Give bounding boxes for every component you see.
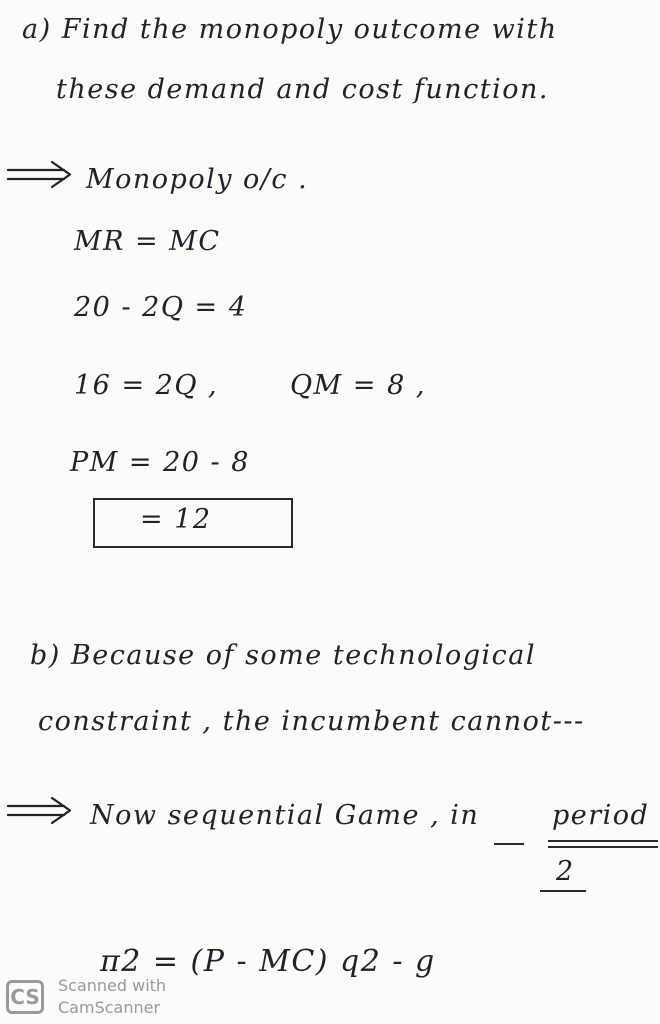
implies-arrow-icon <box>6 796 76 826</box>
boxed-result: = 12 <box>140 504 212 535</box>
equation-qm: QM = 8 , <box>290 370 426 401</box>
question-a-line1: a) Find the monopoly outcome with <box>22 14 558 45</box>
monopoly-heading: Monopoly o/c . <box>86 164 309 195</box>
equation-mr-mc: MR = MC <box>74 226 221 257</box>
question-a-line2: these demand and cost function. <box>56 74 549 105</box>
answer-b-line2: constraint , the incumbent cannot--- <box>38 706 585 737</box>
watermark-line2: CamScanner <box>58 998 161 1017</box>
equation-solve-q: 16 = 2Q , <box>74 370 219 401</box>
answer-b-line1: b) Because of some technological <box>30 640 536 671</box>
equation-mr-value: 20 - 2Q = 4 <box>74 292 248 323</box>
period-word: period <box>552 800 650 831</box>
underline-period-number <box>540 890 586 892</box>
equation-pm: PM = 20 - 8 <box>70 447 250 478</box>
underline-period-double <box>548 846 658 848</box>
implies-arrow-icon <box>6 160 76 190</box>
profit-equation: π2 = (P - MC) q2 - g <box>100 944 436 979</box>
camscanner-watermark <box>6 974 176 1020</box>
answer-b-line3: Now sequential Game , in <box>90 800 480 831</box>
period-number: 2 <box>556 856 575 887</box>
watermark-line1: Scanned with <box>58 976 167 995</box>
underline-in <box>494 843 524 845</box>
camscanner-logo: CS <box>6 980 44 1014</box>
underline-period <box>548 840 658 842</box>
